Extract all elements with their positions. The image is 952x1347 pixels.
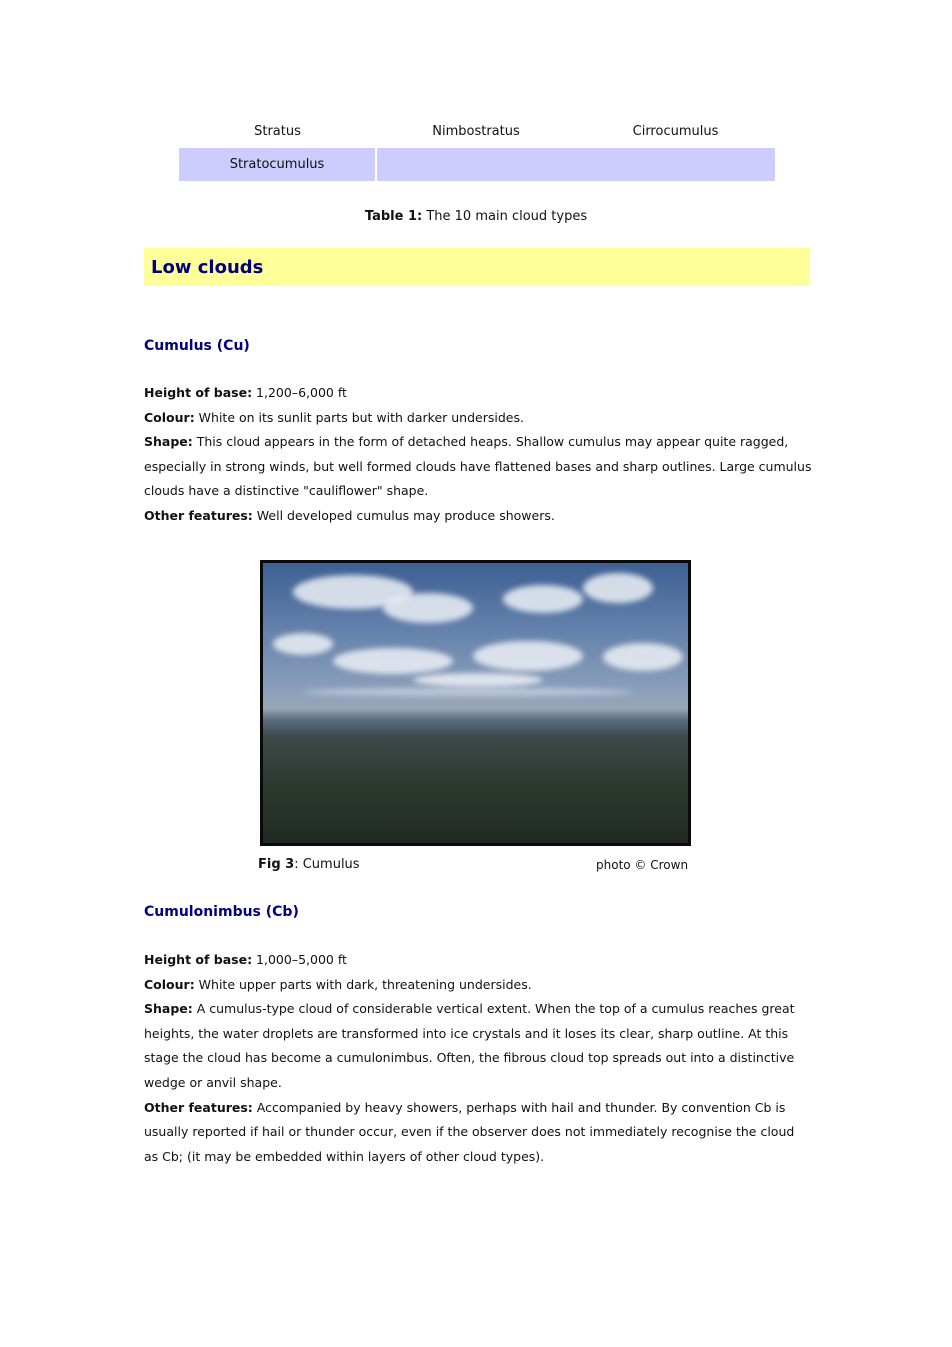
table-cell: Stratus bbox=[254, 124, 301, 139]
table-row bbox=[179, 115, 775, 148]
cumulonimbus-description bbox=[144, 948, 812, 1169]
section-header bbox=[144, 248, 810, 286]
table-caption-label: Table 1: bbox=[364, 209, 423, 224]
shape-line bbox=[144, 997, 812, 1095]
other-features-value: Well developed cumulus may produce showers. bbox=[252, 507, 555, 523]
shape-label: Shape: bbox=[144, 434, 193, 450]
other-features-label: Other features: bbox=[144, 507, 253, 523]
table-caption-text: The 10 main cloud types bbox=[422, 209, 588, 224]
cumulus-description bbox=[144, 381, 812, 529]
height-line bbox=[144, 381, 812, 406]
cumulus-photo-frame bbox=[260, 560, 691, 846]
cloud-types-table bbox=[179, 115, 775, 181]
shape-label: Shape: bbox=[144, 1001, 193, 1017]
photo-credit: photo © Crown bbox=[596, 858, 689, 872]
height-value: 1,200–6,000 ft bbox=[252, 385, 347, 400]
table-cell bbox=[377, 148, 775, 181]
colour-line bbox=[144, 406, 812, 431]
colour-label: Colour: bbox=[144, 409, 195, 425]
other-features-label: Other features: bbox=[144, 1099, 253, 1115]
other-features-value: Accompanied by heavy showers, perhaps with hail and thunder. By convention Cb is usually reported if hail or thunder occur, even if the observer does not immediately recognise the cloud as Cb; (it may be embedded within layers of other cloud types). bbox=[144, 1099, 795, 1164]
colour-label: Colour: bbox=[144, 976, 195, 992]
section-title: Low clouds bbox=[151, 257, 264, 278]
shape-value: This cloud appears in the form of detached heaps. Shallow cumulus may appear quite ragged, especially in strong winds, but well formed clouds have flattened bases and sharp outlines. Large cumulus clouds have a distinctive "cauliflower" shape. bbox=[144, 434, 812, 499]
height-value: 1,000–5,000 ft bbox=[252, 952, 347, 967]
height-label: Height of base: bbox=[144, 952, 253, 967]
table-cell: Stratocumulus bbox=[179, 148, 375, 181]
cumulus-heading: Cumulus (Cu) bbox=[144, 338, 250, 354]
height-label: Height of base: bbox=[144, 385, 253, 400]
table-caption bbox=[0, 209, 952, 224]
shape-line bbox=[144, 430, 812, 504]
shape-value: A cumulus-type cloud of considerable vertical extent. When the top of a cumulus reaches great heights, the water droplets are transformed into ice crystals and it loses its clear, sharp outline. At this stage the cloud has become a cumulonimbus. Often, the fibrous cloud top spreads out into a distinctive wedge or anvil shape. bbox=[144, 1001, 795, 1090]
table-cell: Cirrocumulus bbox=[632, 124, 719, 139]
colour-value: White on its sunlit parts but with darker undersides. bbox=[194, 409, 524, 425]
figure-caption-text: : Cumulus bbox=[294, 857, 360, 872]
colour-value: White upper parts with dark, threatening undersides. bbox=[194, 976, 532, 992]
table-cell: Nimbostratus bbox=[432, 124, 520, 139]
figure-label: Fig 3 bbox=[258, 857, 295, 872]
height-line bbox=[144, 948, 812, 973]
table-row bbox=[179, 148, 775, 181]
figure-caption bbox=[258, 857, 360, 872]
other-features-line bbox=[144, 1096, 812, 1170]
cumulus-photo bbox=[263, 563, 688, 843]
cumulonimbus-heading: Cumulonimbus (Cb) bbox=[144, 904, 299, 920]
colour-line bbox=[144, 973, 812, 998]
other-features-line bbox=[144, 504, 812, 529]
